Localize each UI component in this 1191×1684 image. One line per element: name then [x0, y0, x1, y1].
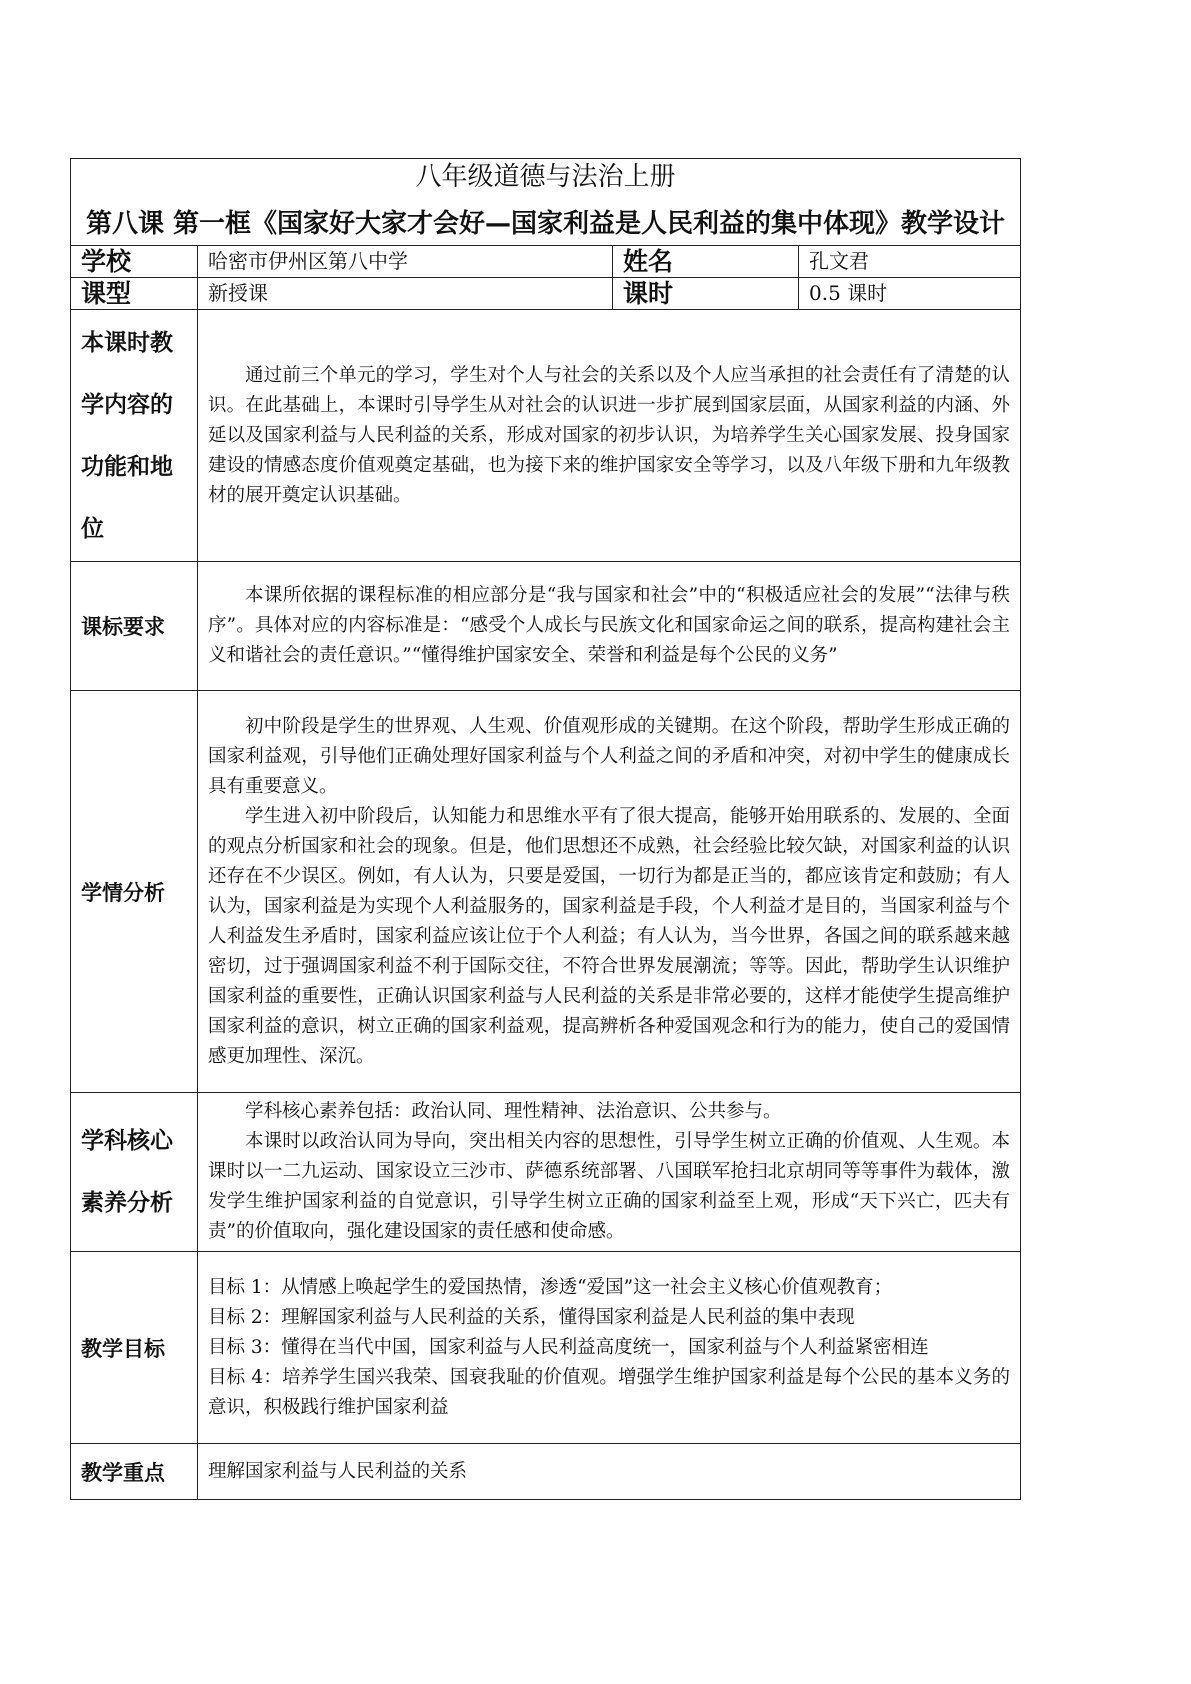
hours-label: 课时	[613, 278, 799, 310]
goals-content	[198, 1252, 1021, 1444]
analysis-label: 学情分析	[71, 691, 198, 1093]
type-label: 课型	[71, 278, 198, 310]
function-text: 通过前三个单元的学习，学生对个人与社会的关系以及个人应当承担的社会责任有了清楚的认识。在此基础上，本课时引导学生从对社会的认识进一步扩展到国家层面，从国家利益的内涵、外延以及国家利益与人民利益的关系，形成对国家的初步认识，为培养学生关心国家发展、投身国家建设的情感态度价值观奠定基础，也为接下来的维护国家安全等学习，以及八年级下册和九年级教材的展开奠定认识基础。	[208, 364, 1011, 506]
info-row-school	[71, 246, 1021, 278]
analysis-paragraph-1: 初中阶段是学生的世界观、人生观、价值观形成的关键期。在这个阶段，帮助学生形成正确的国家利益观，引导他们正确处理好国家利益与个人利益之间的矛盾和冲突，对初中学生的健康成长具有重要意义。	[208, 715, 1011, 797]
analysis-content	[198, 691, 1021, 1093]
school-value: 哈密市伊州区第八中学	[198, 246, 613, 278]
function-label: 本课时教学内容的功能和地位	[71, 310, 198, 562]
standard-text: 本课所依据的课程标准的相应部分是“我与国家和社会”中的“积极适应社会的发展”“法律与秩序”。具体对应的内容标准是：“感受个人成长与民族文化和国家命运之间的联系，提高构建社会主义和谐社会的责任意识。”“懂得维护国家安全、荣誉和利益是每个公民的义务”	[208, 585, 1011, 666]
goals-row	[71, 1252, 1021, 1444]
goal-3: 目标 3：懂得在当代中国，国家利益与人民利益高度统一，国家利益与个人利益紧密相连	[208, 1336, 929, 1358]
goal-2: 目标 2：理解国家利益与人民利益的关系，懂得国家利益是人民利益的集中表现	[208, 1306, 855, 1328]
hours-value: 0.5 课时	[799, 278, 1021, 310]
standard-row	[71, 562, 1021, 691]
core-content	[198, 1093, 1021, 1252]
goal-1: 目标 1：从情感上唤起学生的爱国热情，渗透“爱国”这一社会主义核心价值观教育；	[208, 1276, 893, 1298]
name-label: 姓名	[613, 246, 799, 278]
focus-text: 理解国家利益与人民利益的关系	[208, 1460, 468, 1482]
analysis-row	[71, 691, 1021, 1093]
goal-4: 目标 4：培养学生国兴我荣、国衰我耻的价值观。增强学生维护国家利益是每个公民的基本义务的意识，积极践行维护国家利益	[208, 1366, 1011, 1418]
document-title: 八年级道德与法治上册	[415, 162, 676, 192]
lesson-plan-table	[70, 158, 1021, 1500]
lesson-plan-document	[70, 158, 1020, 1500]
function-row	[71, 310, 1021, 562]
title-cell	[71, 159, 1021, 246]
goals-label: 教学目标	[71, 1252, 198, 1444]
info-row-type	[71, 278, 1021, 310]
focus-label: 教学重点	[71, 1444, 198, 1500]
standard-content	[198, 562, 1021, 691]
focus-content	[198, 1444, 1021, 1500]
name-value: 孔文君	[799, 246, 1021, 278]
core-row	[71, 1093, 1021, 1252]
type-value: 新授课	[198, 278, 613, 310]
core-paragraph-1: 学科核心素养包括：政治认同、理性精神、法治意识、公共参与。	[245, 1101, 782, 1122]
function-content	[198, 310, 1021, 562]
document-subtitle: 第八课 第一框《国家好大家才会好—国家利益是人民利益的集中体现》教学设计	[85, 209, 1006, 239]
analysis-paragraph-2: 学生进入初中阶段后，认知能力和思维水平有了很大提高，能够开始用联系的、发展的、全面的观点分析国家和社会的现象。但是，他们思想还不成熟，社会经验比较欠缺，对国家利益的认识还存在不少误区。例如，有人认为，只要是爱国，一切行为都是正当的，都应该肯定和鼓励；有人认为，国家利益是为实现个人利益服务的，国家利益是手段，个人利益才是目的，当国家利益与个人利益发生矛盾时，国家利益应该让位于个人利益；有人认为，当今世界，各国之间的联系越来越密切，过于强调国家利益不利于国际交往，不符合世界发展潮流；等等。因此，帮助学生认识维护国家利益的重要性，正确认识国家利益与人民利益的关系是非常必要的，这样才能使学生提高维护国家利益的意识，树立正确的国家利益观，提高辨析各种爱国观念和行为的能力，使自己的爱国情感更加理性、深沉。	[208, 805, 1011, 1067]
focus-row	[71, 1444, 1021, 1500]
title-row	[71, 159, 1021, 246]
standard-label: 课标要求	[71, 562, 198, 691]
core-label: 学科核心素养分析	[71, 1093, 198, 1252]
core-paragraph-2: 本课时以政治认同为导向，突出相关内容的思想性，引导学生树立正确的价值观、人生观。本课时以一二九运动、国家设立三沙市、萨德系统部署、八国联军抢扫北京胡同等等事件为载体，激发学生维护国家利益的自觉意识，引导学生树立正确的国家利益至上观，形成“天下兴亡，匹夫有责”的价值取向，强化建设国家的责任感和使命感。	[208, 1131, 1011, 1242]
school-label: 学校	[71, 246, 198, 278]
